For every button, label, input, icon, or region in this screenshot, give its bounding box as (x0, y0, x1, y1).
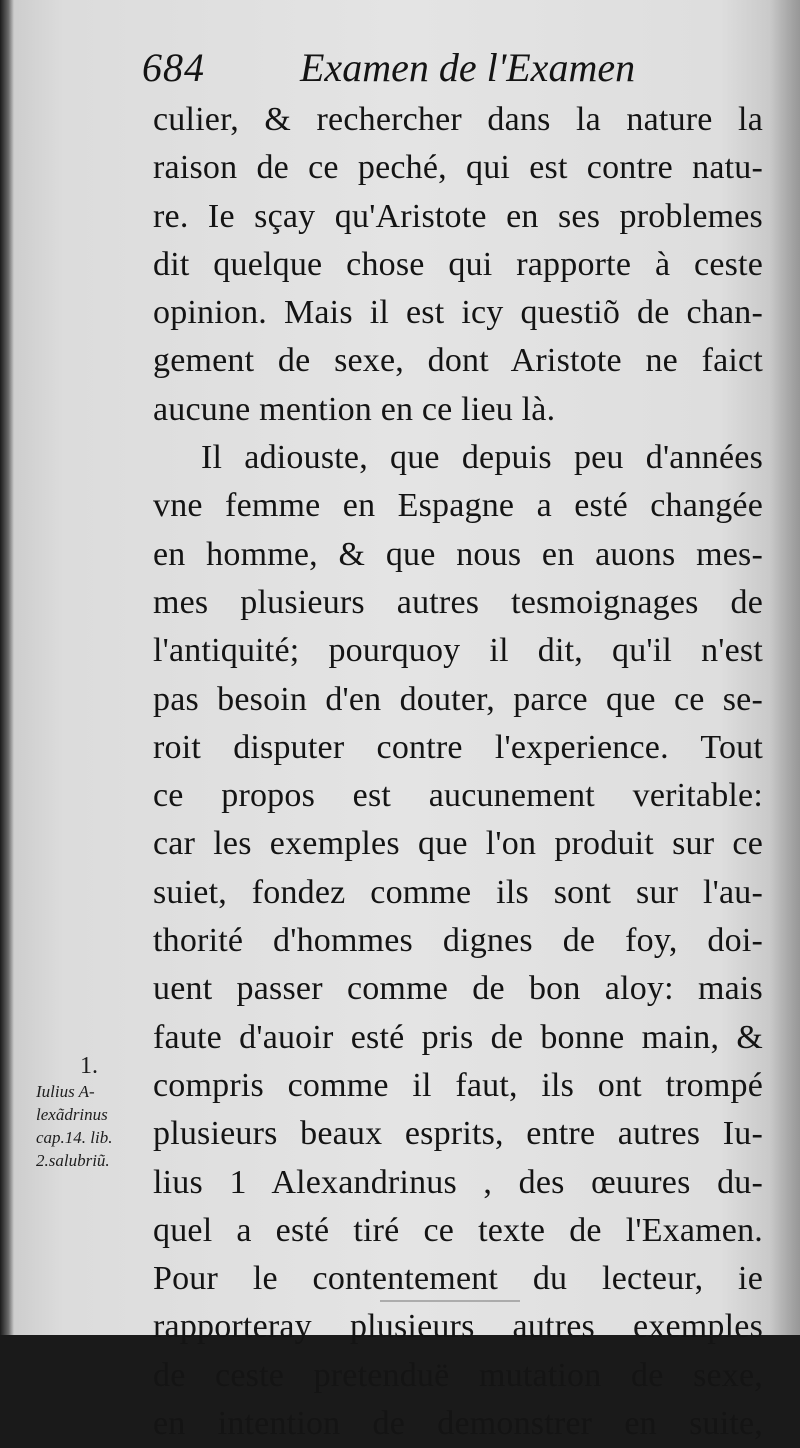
text-line: ce propos est aucunement veritable: (153, 777, 763, 815)
text-line: car les exemples que l'on produit sur ce (153, 825, 763, 863)
margin-note-line: cap.14. lib. (36, 1128, 113, 1147)
text-line: de ceste pretenduë mutation de sexe, (153, 1356, 763, 1394)
text-line: roit disputer contre l'experience. Tout (153, 728, 763, 766)
text-line: thorité d'hommes dignes de foy, doi- (153, 922, 763, 960)
text-line: mes plusieurs autres tesmoignages de (153, 583, 763, 621)
text-line: Pour le contentement du lecteur, ie (153, 1260, 763, 1298)
margin-note-line: lexãdrinus (36, 1105, 108, 1124)
text-line: compris comme il faut, ils ont trompé (153, 1066, 763, 1104)
text-line: faute d'auoir esté pris de bonne main, & (153, 1018, 763, 1056)
margin-note (36, 1052, 156, 1172)
text-line: suiet, fondez comme ils sont sur l'au- (153, 873, 763, 911)
text-line: en homme, & que nous en auons mes- (153, 535, 763, 573)
margin-note-line: Iulius A- (36, 1082, 95, 1101)
text-line: gement de sexe, dont Aristote ne faict (153, 342, 763, 380)
page-number: 684 (142, 45, 205, 90)
margin-note-line: 2.salubriũ. (36, 1151, 110, 1170)
text-line: quel a esté tiré ce texte de l'Examen. (153, 1211, 763, 1249)
margin-note-mark: 1. (80, 1053, 98, 1079)
page-edge-shadow (770, 0, 800, 1335)
text-line: vne femme en Espagne a esté changée (153, 487, 763, 525)
text-line: lius 1 Alexandrinus , des œuures du- (153, 1163, 763, 1201)
text-line: plusieurs beaux esprits, entre autres Iu- (153, 1115, 763, 1153)
body-text (153, 96, 763, 1448)
text-line: dit quelque chose qui rapporte à ceste (153, 245, 763, 283)
page-bottom-mark (380, 1300, 520, 1302)
text-line: aucune mention en ce lieu là. (153, 390, 556, 428)
text-line: opinion. Mais il est icy questiõ de chan- (153, 294, 763, 332)
text-line: culier, & rechercher dans la nature la (153, 101, 763, 138)
running-head: Examen de l'Examen (300, 45, 636, 90)
paragraph-start-line: Il adiouste, que depuis peu d'années (201, 439, 763, 477)
text-line: raison de ce peché, qui est contre natu- (153, 149, 763, 187)
page-header (142, 44, 722, 94)
text-line: uent passer comme de bon aloy: mais (153, 970, 763, 1008)
text-line: l'antiquité; pourquoy il dit, qu'il n'est (153, 632, 763, 670)
text-line: re. Ie sçay qu'Aristote en ses problemes (153, 197, 763, 235)
text-line: en intention de demonstrer en suite, (153, 1405, 763, 1443)
text-line: pas besoin d'en douter, parce que ce se- (153, 680, 763, 718)
text-line: rapporteray plusieurs autres exemples (153, 1308, 763, 1346)
book-spine-shadow (0, 0, 14, 1335)
